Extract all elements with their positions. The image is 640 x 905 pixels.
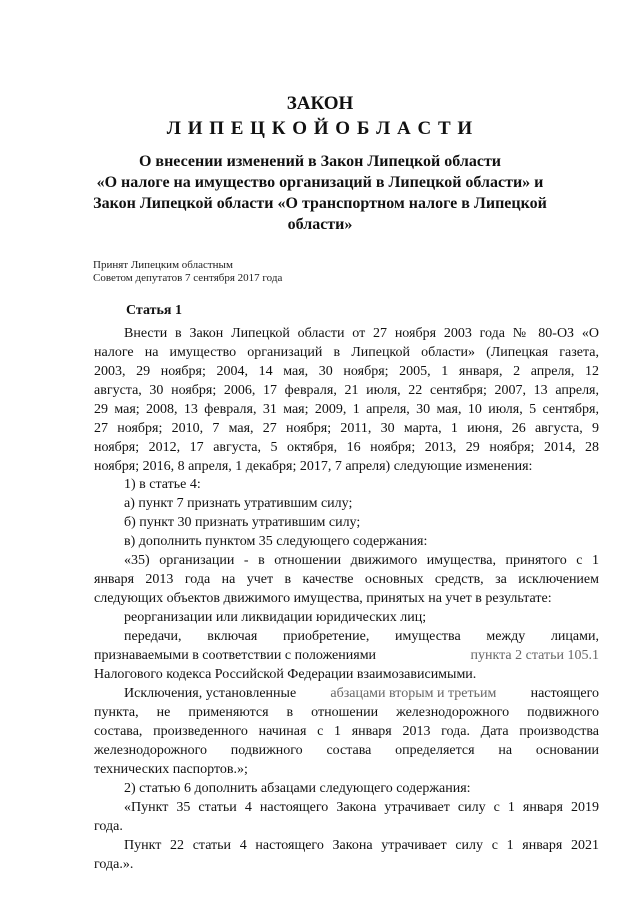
transfer-line-2-text: признаваемыми в соответствии с положениями (94, 648, 377, 663)
exceptions-line: пункта, не применяются в отношении железнодорожного подвижного (94, 705, 599, 720)
subtitle-line-1: О внесении изменений в Закон Липецкой области (138, 153, 502, 170)
intro-line: налоге на имущество организаций в Липецкой области» (Липецкая газета, (94, 345, 599, 360)
intro-line: августа, 30 ноября; 2006, 17 февраля, 21 июля, 22 сентября; 2007, 13 апреля, (94, 383, 599, 398)
item-2-paragraph-2-end: года.». (94, 857, 134, 872)
intro-line: 2003, 29 ноября; 2004, 14 мая, 30 ноября; 2005, 1 января, 2 апреля, 12 (94, 364, 599, 379)
item-2-paragraph-2: Пункт 22 статьи 4 настоящего Закона утрачивает силу с 1 января 2021 (124, 838, 599, 853)
intro-line: ноября; 2016, 8 апреля, 1 декабря; 2017, 7 апреля) следующие изменения: (94, 459, 533, 474)
intro-line: 29 мая; 2008, 13 февраля, 31 мая; 2009, 1 апреля, 30 мая, 10 июля, 5 сентября, (94, 402, 599, 417)
transfer-line-2 (94, 648, 599, 664)
item-2-paragraph-1: «Пункт 35 статьи 4 настоящего Закона утрачивает силу с 1 января 2019 (124, 800, 599, 815)
intro-line: Внести в Закон Липецкой области от 27 ноября 2003 года № 80-ОЗ «О (124, 326, 599, 341)
exceptions-line: состава, произведенного начиная с 1 января 2013 года. Дата производства (94, 724, 599, 739)
exceptions-text-tail: настоящего (530, 686, 599, 701)
intro-line: 27 ноября; 2010, 7 мая, 27 ноября; 2011, 30 марта, 1 июня, 26 августа, 9 (94, 421, 599, 436)
item-2-paragraph-1-end: года. (94, 819, 123, 834)
exceptions-line-1 (124, 686, 599, 702)
article-heading: Статья 1 (126, 303, 182, 318)
paragraph-reference-link[interactable]: абзацами вторым и третьим (330, 686, 497, 701)
p35-line: следующих объектов движимого имущества, принятых на учет в результате: (94, 591, 552, 606)
subtitle-line-4: области» (287, 216, 353, 233)
subtitle-line-2: «О налоге на имущество организаций в Липецкой области» и (96, 174, 544, 191)
exceptions-last-line: технических паспортов.»; (94, 762, 248, 777)
intro-line: ноября; 2012, 17 августа, 5 октября, 16 ноября; 2013, 29 ноября; 2014, 28 (94, 440, 599, 455)
item-1a: а) пункт 7 признать утратившим силу; (124, 496, 353, 511)
item-2: 2) статью 6 дополнить абзацами следующего содержания: (124, 781, 471, 796)
exceptions-text: Исключения, установленные (124, 686, 297, 701)
adopted-line-2: Советом депутатов 7 сентября 2017 года (93, 272, 283, 284)
item-1c: в) дополнить пунктом 35 следующего содержания: (124, 534, 428, 549)
p35-line: января 2013 года на учет в качестве основных средств, за исключением (94, 572, 599, 587)
adopted-line-1: Принят Липецким областным (93, 259, 233, 271)
p35-line: «35) организации - в отношении движимого имущества, принятого с 1 (124, 553, 599, 568)
law-title: ЗАКОН (286, 93, 354, 114)
item-1: 1) в статье 4: (124, 477, 201, 492)
law-region: Л И П Е Ц К О Й О Б Л А С Т И (166, 118, 474, 139)
transfer-line-1: передачи, включая приобретение, имущества между лицами, (124, 629, 599, 644)
item-1b: б) пункт 30 признать утратившим силу; (124, 515, 361, 530)
reorg-line: реорганизации или ликвидации юридических лиц; (124, 610, 427, 625)
exceptions-line: железнодорожного подвижного состава определяется на основании (94, 743, 599, 758)
transfer-line-3: Налогового кодекса Российской Федерации взаимозависимыми. (94, 667, 477, 682)
law-reference-link[interactable]: пункта 2 статьи 105.1 (470, 648, 599, 663)
subtitle-line-3: Закон Липецкой области «О транспортном налоге в Липецкой (93, 195, 547, 212)
